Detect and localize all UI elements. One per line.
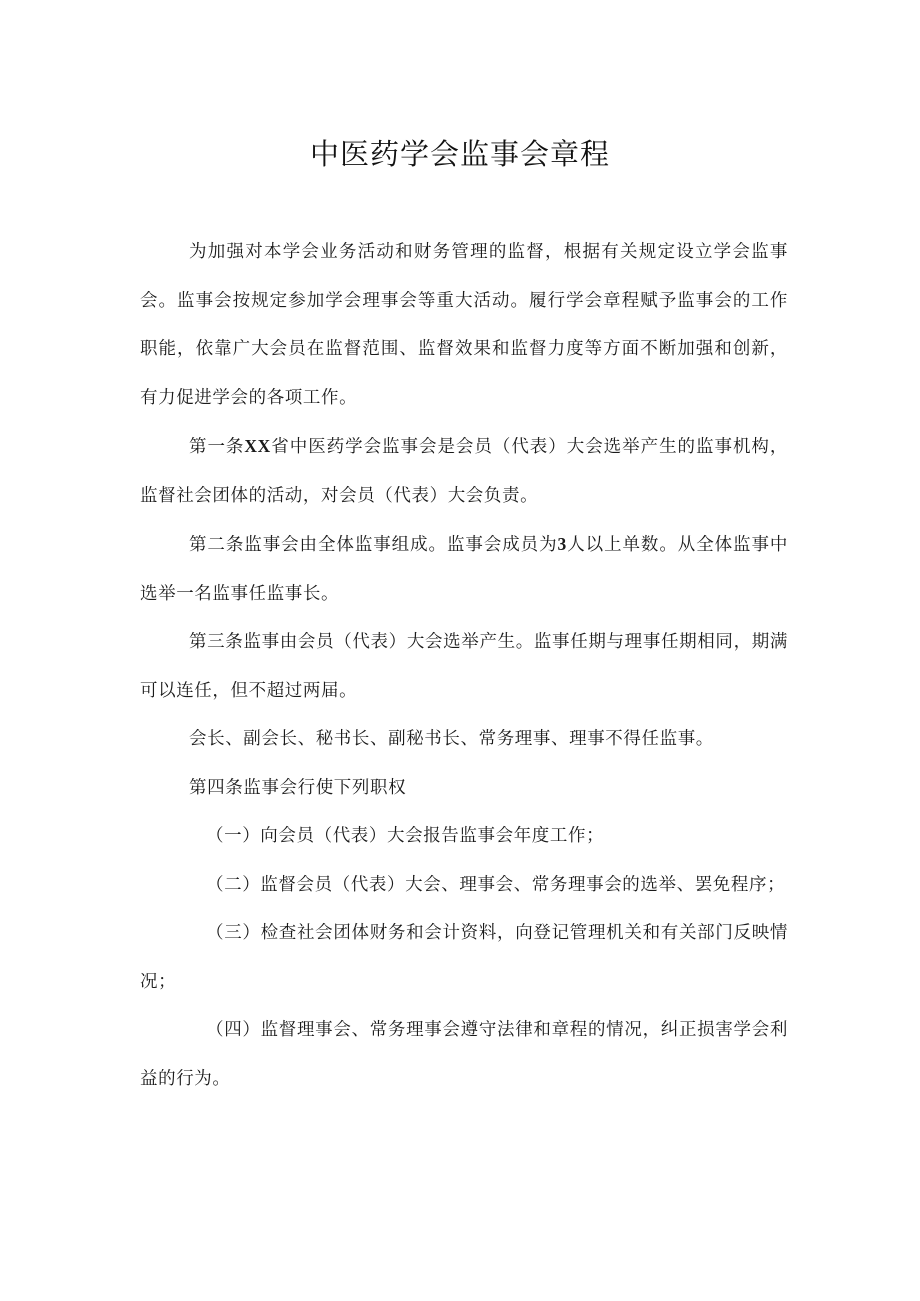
article-2-paragraph [140, 520, 788, 618]
article-2-number: 3 [557, 534, 567, 554]
article-1-text: 省中医药学会监事会是会员（代表）大会选举产生的监事机构，监督社会团体的活动，对会员（代表）大会负责。 [140, 437, 788, 506]
article-4-item-2: （二）监督会员（代表）大会、理事会、常务理事会的选举、罢免程序； [206, 874, 786, 895]
article-1-paragraph [140, 422, 788, 520]
article-2-text: 人以上单数。从全体监事中选举一名监事任监事长。 [140, 535, 789, 604]
article-3-paragraph: 第三条监事由会员（代表）大会选举产生。监事任期与理事任期相同，期满可以连任，但不超过两届。 [140, 632, 788, 701]
document-body [140, 228, 788, 1103]
article-2-prefix: 第二条监事会由全体监事组成。监事会成员为 [189, 535, 558, 555]
article-4-item-4: （四）监督理事会、常务理事会遵守法律和章程的情况，纠正损害学会利益的行为。 [140, 1020, 788, 1089]
intro-paragraph: 为加强对本学会业务活动和财务管理的监督，根据有关规定设立学会监事会。监事会按规定参加学会理事会等重大活动。履行学会章程赋予监事会的工作职能，依靠广大会员在监督范围、监督效果和监督力度等方面不断加强和创新，有力促进学会的各项工作。 [140, 242, 788, 408]
article-1-province: XX [244, 436, 271, 456]
article-4-heading: 第四条监事会行使下列职权 [189, 777, 407, 798]
document-title: 中医药学会监事会章程 [309, 137, 610, 171]
article-1-prefix: 第一条 [189, 437, 245, 457]
restriction-paragraph: 会长、副会长、秘书长、副秘书长、常务理事、理事不得任监事。 [189, 729, 714, 749]
article-4-item-1: （一）向会员（代表）大会报告监事会年度工作； [206, 826, 605, 846]
article-4-item-3: （三）检查社会团体财务和会计资料，向登记管理机关和有关部门反映情况； [140, 923, 788, 992]
